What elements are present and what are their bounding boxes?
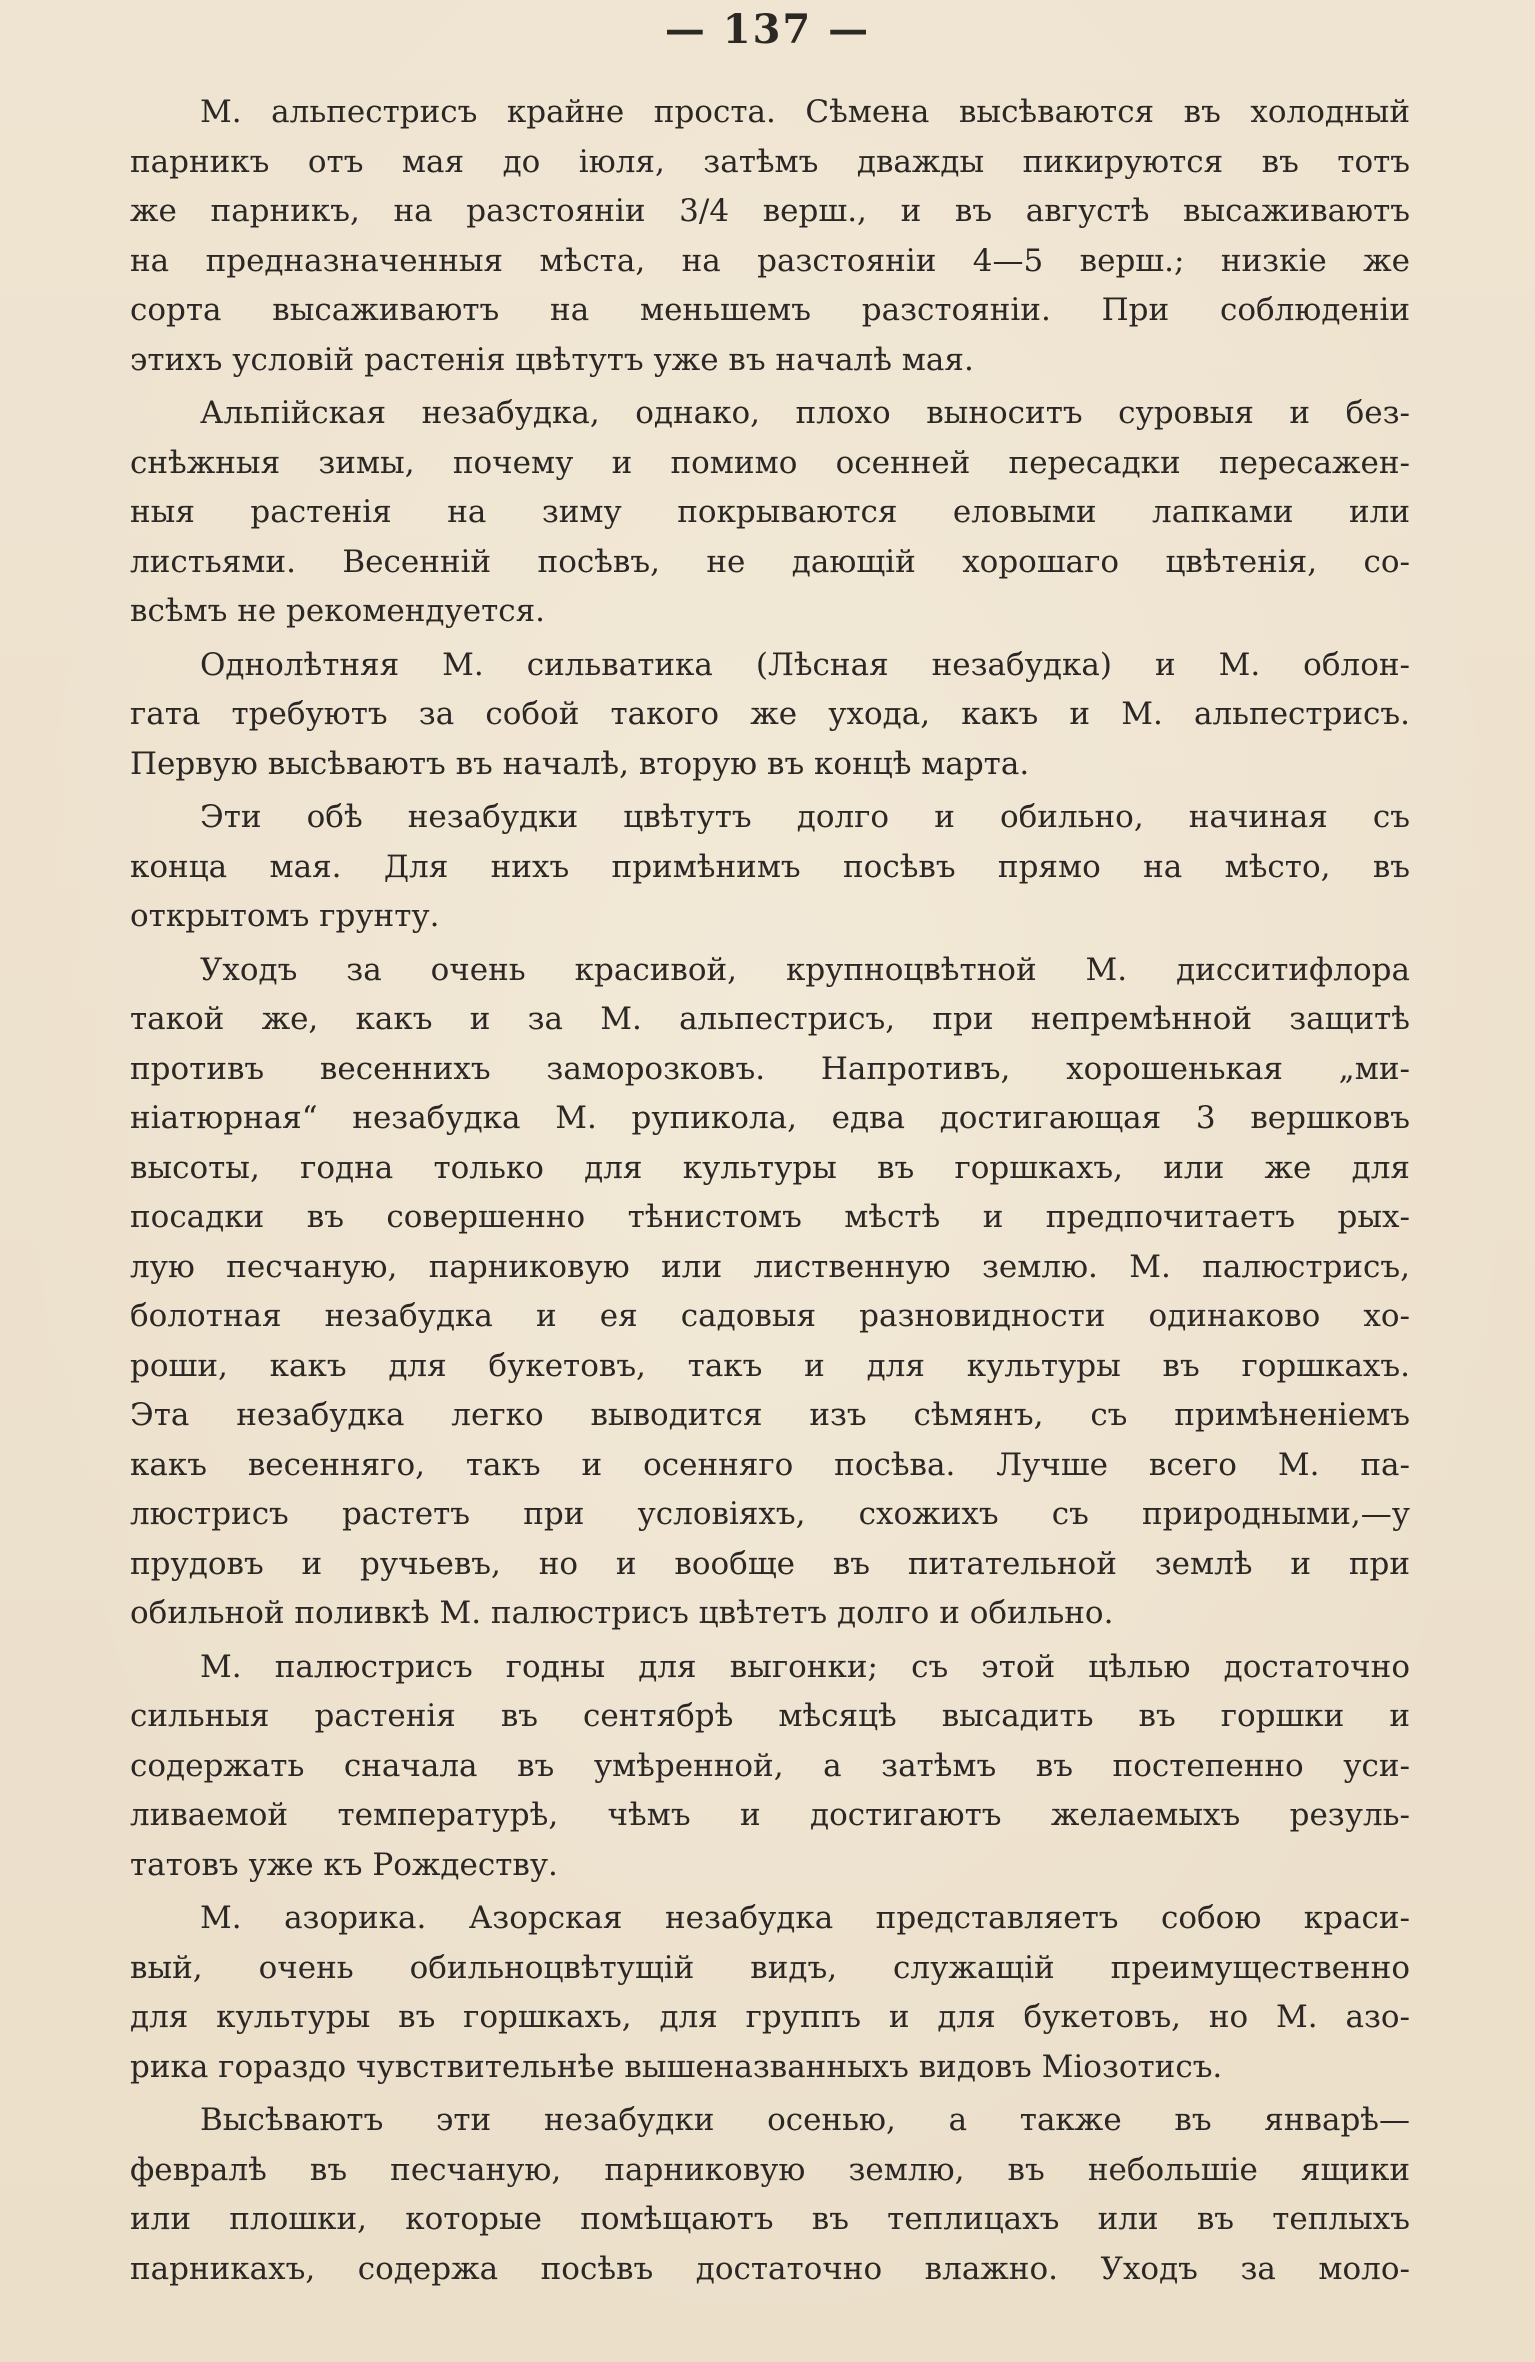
text-line: на предназначенныя мѣста, на разстояніи 4—5 верш.; низкіе же (130, 242, 1410, 279)
text-line: Эта незабудка легко выводится изъ сѣмянъ, съ примѣненіемъ (130, 1397, 1410, 1433)
text-line: обильной поливкѣ М. палюстрисъ цвѣтетъ долго и обильно. (130, 1595, 1114, 1631)
text-line: парникъ отъ мая до іюля, затѣмъ дважды пикируются въ тотъ (130, 143, 1410, 180)
text-line: Эти обѣ незабудки цвѣтутъ долго и обильно, начиная съ (200, 799, 1410, 835)
text-line: противъ весеннихъ заморозковъ. Напротивъ, хорошенькая „ми- (130, 1050, 1410, 1087)
text-line: прудовъ и ручьевъ, но и вообще въ питательной землѣ и при (130, 1545, 1410, 1582)
text-line: вый, очень обильноцвѣтущій видъ, служащій преимущественно (130, 1949, 1410, 1986)
text-line: роши, какъ для букетовъ, такъ и для культуры въ горшкахъ. (130, 1347, 1410, 1384)
text-line: Альпійская незабудка, однако, плохо выноситъ суровыя и без- (200, 395, 1410, 431)
text-line: болотная незабудка и ея садовыя разновидности одинаково хо- (130, 1298, 1410, 1334)
text-line: листьями. Весенній посѣвъ, не дающій хорошаго цвѣтенія, со- (130, 543, 1410, 580)
text-line: такой же, какъ и за М. альпестрисъ, при непремѣнной защитѣ (130, 1001, 1410, 1037)
text-line: М. азорика. Азорская незабудка представляетъ собою краси- (200, 1900, 1410, 1936)
text-line: открытомъ грунту. (130, 898, 440, 934)
paragraph (130, 1643, 1410, 1891)
text-line: для культуры въ горшкахъ, для группъ и для букетовъ, но М. азо- (130, 1999, 1410, 2035)
text-line: высоты, годна только для культуры въ горшкахъ, или же для (130, 1149, 1410, 1186)
text-line: всѣмъ не рекомендуется. (130, 593, 546, 629)
paragraph (130, 389, 1410, 637)
text-line: снѣжныя зимы, почему и помимо осенней пересадки пересажен- (130, 444, 1410, 481)
paragraph (130, 793, 1410, 942)
text-line: М. альпестрисъ крайне проста. Сѣмена высѣваются въ холодный (200, 94, 1410, 130)
text-line: посадки въ совершенно тѣнистомъ мѣстѣ и предпочитаетъ рых- (130, 1199, 1410, 1235)
text-line: парникахъ, содержа посѣвъ достаточно влажно. Уходъ за моло- (130, 2250, 1410, 2287)
text-line: конца мая. Для нихъ примѣнимъ посѣвъ прямо на мѣсто, въ (130, 848, 1410, 885)
paragraph (130, 641, 1410, 790)
text-line: Уходъ за очень красивой, крупноцвѣтной М. дисситифлора (200, 951, 1410, 988)
page-number: — 137 — (664, 6, 871, 53)
text-line: гата требуютъ за собой такого же ухода, какъ и М. альпестрисъ. (130, 696, 1410, 732)
text-line: лую песчаную, парниковую или лиственную землю. М. палюстрисъ, (130, 1248, 1410, 1285)
text-line: Однолѣтняя М. сильватика (Лѣсная незабудка) и М. облон- (200, 646, 1410, 683)
body-text (130, 88, 1410, 2298)
text-line: Высѣваютъ эти незабудки осенью, а также въ январѣ— (200, 2102, 1410, 2138)
paragraph (130, 88, 1410, 385)
text-line: же парникъ, на разстояніи 3/4 верш., и въ августѣ высаживаютъ (130, 193, 1410, 229)
text-line: ныя растенія на зиму покрываются еловыми лапками или (130, 494, 1410, 530)
text-line: М. палюстрисъ годны для выгонки; съ этой цѣлью достаточно (200, 1648, 1410, 1685)
text-line: содержать сначала въ умѣренной, а затѣмъ въ постепенно уси- (130, 1747, 1410, 1784)
text-line: Первую высѣваютъ въ началѣ, вторую въ концѣ марта. (130, 745, 1030, 782)
text-line: люстрисъ растетъ при условіяхъ, схожихъ съ природными,—у (130, 1496, 1410, 1532)
text-line: ніатюрная“ незабудка М. рупикола, едва достигающая 3 вершковъ (130, 1100, 1410, 1136)
text-line: сорта высаживаютъ на меньшемъ разстояніи. При соблюденіи (130, 292, 1410, 328)
text-line: ливаемой температурѣ, чѣмъ и достигаютъ желаемыхъ резуль- (130, 1797, 1410, 1833)
text-line: рика гораздо чувствительнѣе вышеназванныхъ видовъ Міозотисъ. (130, 2048, 1223, 2085)
text-line: или плошки, которые помѣщаютъ въ теплицахъ или въ теплыхъ (130, 2201, 1410, 2237)
paragraph (130, 1894, 1410, 2092)
paragraph (130, 2096, 1410, 2294)
text-line: татовъ уже къ Рождеству. (130, 1846, 558, 1883)
paragraph (130, 946, 1410, 1639)
text-line: какъ весенняго, такъ и осенняго посѣва. Лучше всего М. па- (130, 1446, 1410, 1483)
text-line: сильныя растенія въ сентябрѣ мѣсяцѣ высадить въ горшки и (130, 1698, 1410, 1734)
text-line: этихъ условій растенія цвѣтутъ уже въ началѣ мая. (130, 341, 974, 378)
text-line: февралѣ въ песчаную, парниковую землю, въ небольшіе ящики (130, 2151, 1410, 2188)
